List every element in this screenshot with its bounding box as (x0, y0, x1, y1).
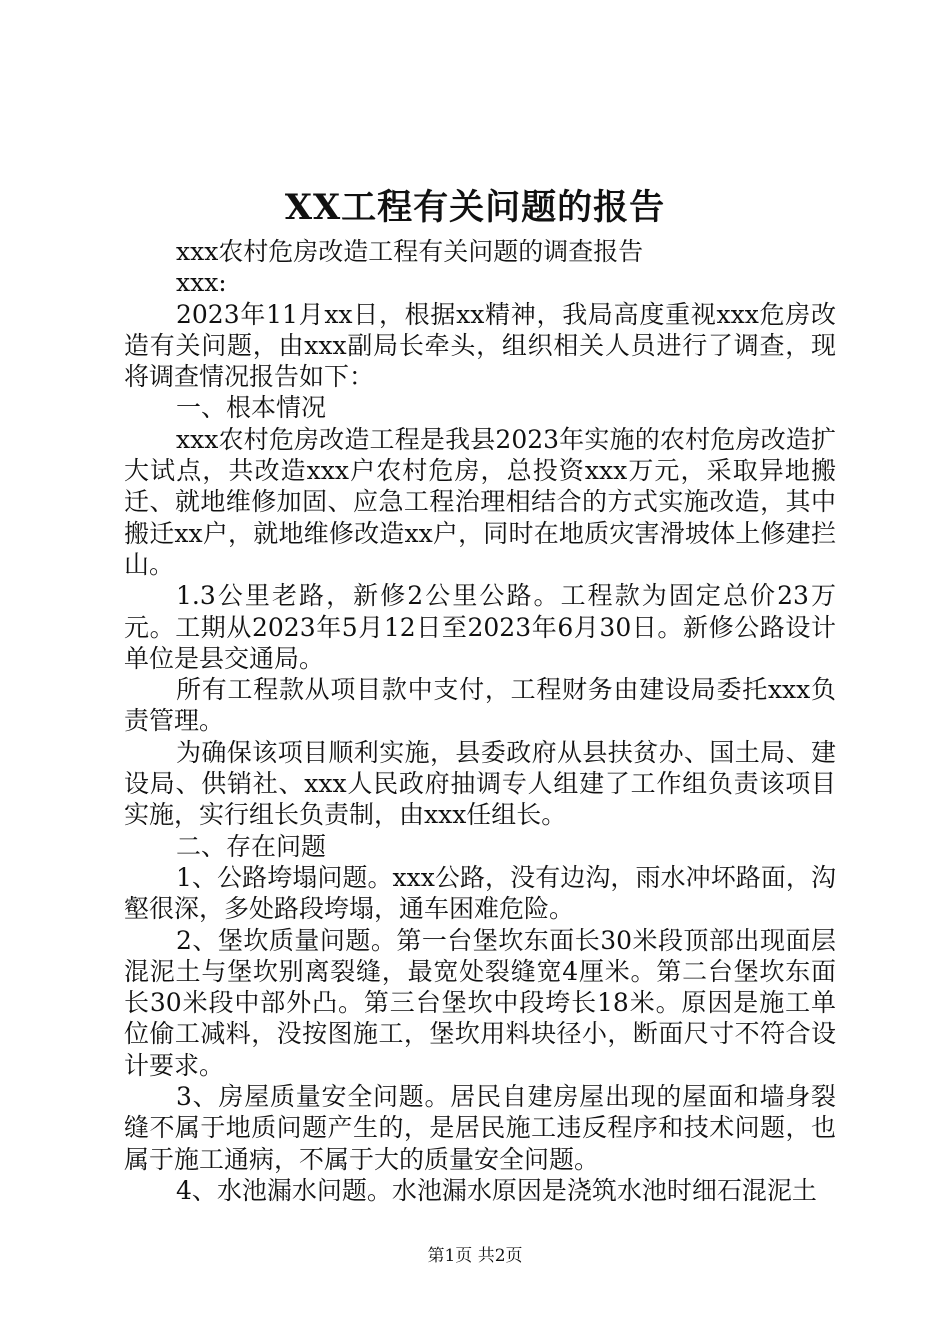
paragraph: xxx: (176, 268, 227, 298)
paragraph: 所有工程款从项目款中支付，工程财务由建设局委托xxx负责管理。 (124, 675, 836, 736)
document-title: XX工程有关问题的报告 (284, 187, 666, 228)
paragraph: 为确保该项目顺利实施，县委政府从县扶贫办、国土局、建设局、供销社、xxx人民政府抽调专人组建了工作组负责该项目实施，实行组长负责制，由xxx任组长。 (124, 737, 836, 830)
paragraph: 1、公路垮塌问题。xxx公路，没有边沟，雨水冲坏路面，沟壑很深，多处路段垮塌，通车困难危险。 (124, 862, 836, 924)
paragraph: 2023年11月xx日，根据xx精神，我局高度重视xxx危房改造有关问题，由xxx副局长牵头，组织相关人员进行了调查，现将调查情况报告如下： (124, 299, 836, 392)
section-heading: 二、存在问题 (176, 831, 327, 861)
document-body (124, 236, 836, 1206)
paragraph: xxx农村危房改造工程有关问题的调查报告 (176, 237, 644, 266)
paragraph: 4、水池漏水问题。水池漏水原因是浇筑水池时细石混泥土 (176, 1175, 817, 1205)
paragraph: 2、堡坎质量问题。第一台堡坎东面长30米段顶部出现面层混泥土与堡坎别离裂缝，最宽处裂缝宽4厘米。第二台堡坎东面长30米段中部外凸。第三台堡坎中段垮长18米。原因是施工单位偷工减料，没按图施工，堡坎用料块径小，断面尺寸不符合设计要求。 (124, 925, 836, 1080)
section-heading: 一、根本情况 (176, 393, 327, 423)
paragraph: xxx农村危房改造工程是我县2023年实施的农村危房改造扩大试点，共改造xxx户农村危房，总投资xxx万元，采取异地搬迁、就地维修加固、应急工程治理相结合的方式实施改造，其中搬迁xx户，就地维修改造xx户，同时在地质灾害滑坡体上修建拦山。 (124, 424, 836, 579)
paragraph: 1.3公里老路，新修2公里公路。工程款为固定总价23万元。工期从2023年5月12日至2023年6月30日。新修公路设计单位是县交通局。 (124, 581, 836, 673)
paragraph: 3、房屋质量安全问题。居民自建房屋出现的屋面和墙身裂缝不属于地质问题产生的，是居民施工违反程序和技术问题，也属于施工通病，不属于大的质量安全问题。 (124, 1082, 836, 1174)
page-footer: 第1页 共2页 (427, 1246, 523, 1266)
